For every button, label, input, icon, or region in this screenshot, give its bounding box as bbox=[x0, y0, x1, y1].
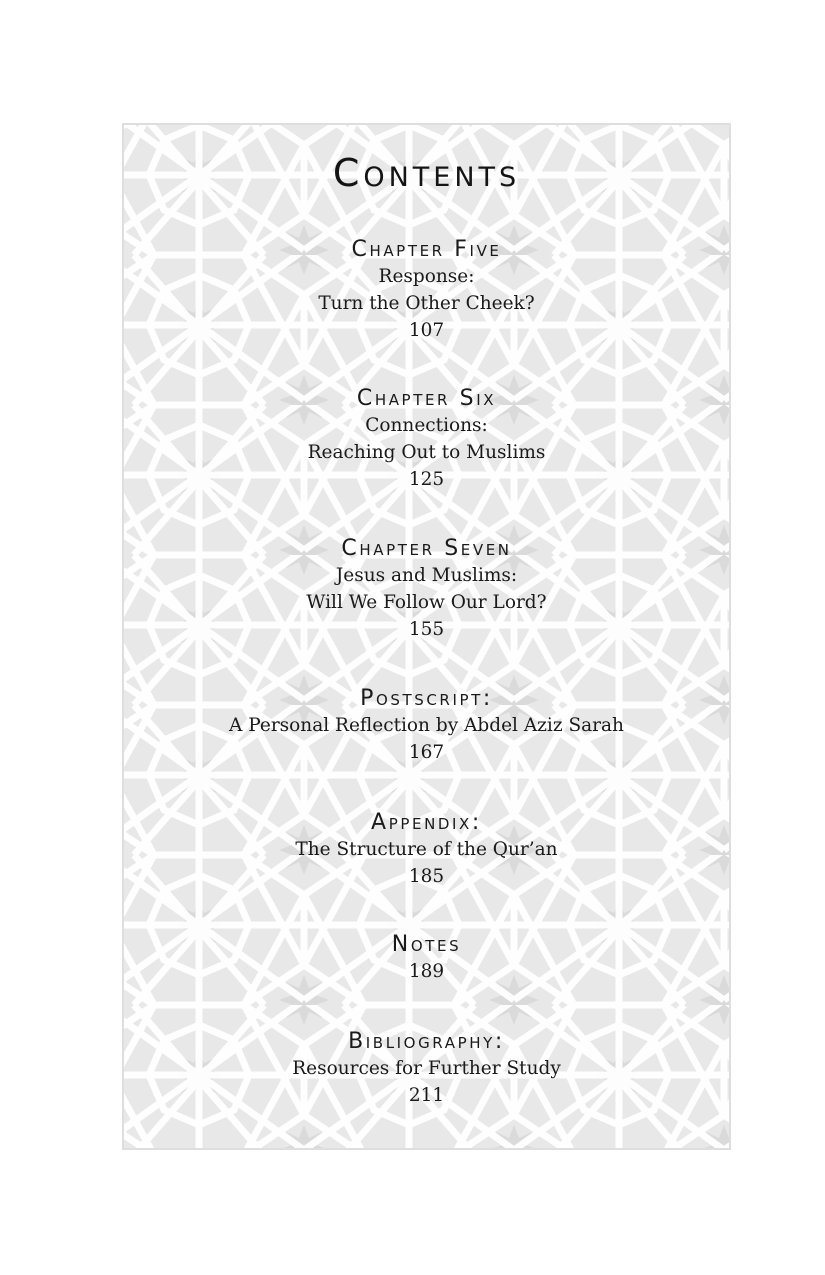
entry-title-line: Response: bbox=[378, 266, 475, 287]
entry-title-line: The Structure of the Qur’an bbox=[295, 839, 558, 860]
toc-entry-notes[interactable] bbox=[124, 931, 729, 985]
entry-title-line: Resources for Further Study bbox=[292, 1058, 561, 1079]
entry-heading: Notes bbox=[391, 932, 462, 957]
entry-title-line: Will We Follow Our Lord? bbox=[306, 592, 547, 613]
entry-page-number: 189 bbox=[408, 961, 445, 982]
page-title: Contents bbox=[332, 151, 521, 195]
entry-title-line: Turn the Other Cheek? bbox=[318, 293, 535, 314]
toc-entry-chapter-five[interactable] bbox=[124, 236, 729, 344]
entry-title-line: A Personal Reflection by Abdel Aziz Sarah bbox=[229, 715, 624, 736]
entry-title-line: Connections: bbox=[365, 415, 488, 436]
toc-entry-bibliography[interactable] bbox=[124, 1028, 729, 1109]
entry-page-number: 211 bbox=[408, 1085, 445, 1106]
entry-heading: Bibliography: bbox=[348, 1029, 505, 1054]
entry-heading: Chapter Seven bbox=[341, 536, 512, 561]
entry-page-number: 125 bbox=[408, 469, 445, 490]
entry-heading: Chapter Six bbox=[356, 386, 497, 411]
toc-entry-chapter-seven[interactable] bbox=[124, 535, 729, 643]
contents-panel bbox=[122, 123, 731, 1150]
entry-heading: Appendix: bbox=[371, 810, 482, 835]
entry-heading: Chapter Five bbox=[351, 237, 502, 262]
entry-title-line: Jesus and Muslims: bbox=[335, 565, 518, 586]
entry-page-number: 155 bbox=[408, 619, 445, 640]
entry-heading: Postscript: bbox=[360, 686, 493, 711]
table-of-contents bbox=[124, 125, 729, 1148]
entry-page-number: 107 bbox=[408, 320, 445, 341]
entry-page-number: 185 bbox=[408, 866, 445, 887]
entry-title-line: Reaching Out to Muslims bbox=[307, 442, 546, 463]
toc-entry-appendix[interactable] bbox=[124, 809, 729, 890]
toc-entry-chapter-six[interactable] bbox=[124, 385, 729, 493]
entry-page-number: 167 bbox=[408, 742, 445, 763]
toc-entry-postscript[interactable] bbox=[124, 685, 729, 766]
